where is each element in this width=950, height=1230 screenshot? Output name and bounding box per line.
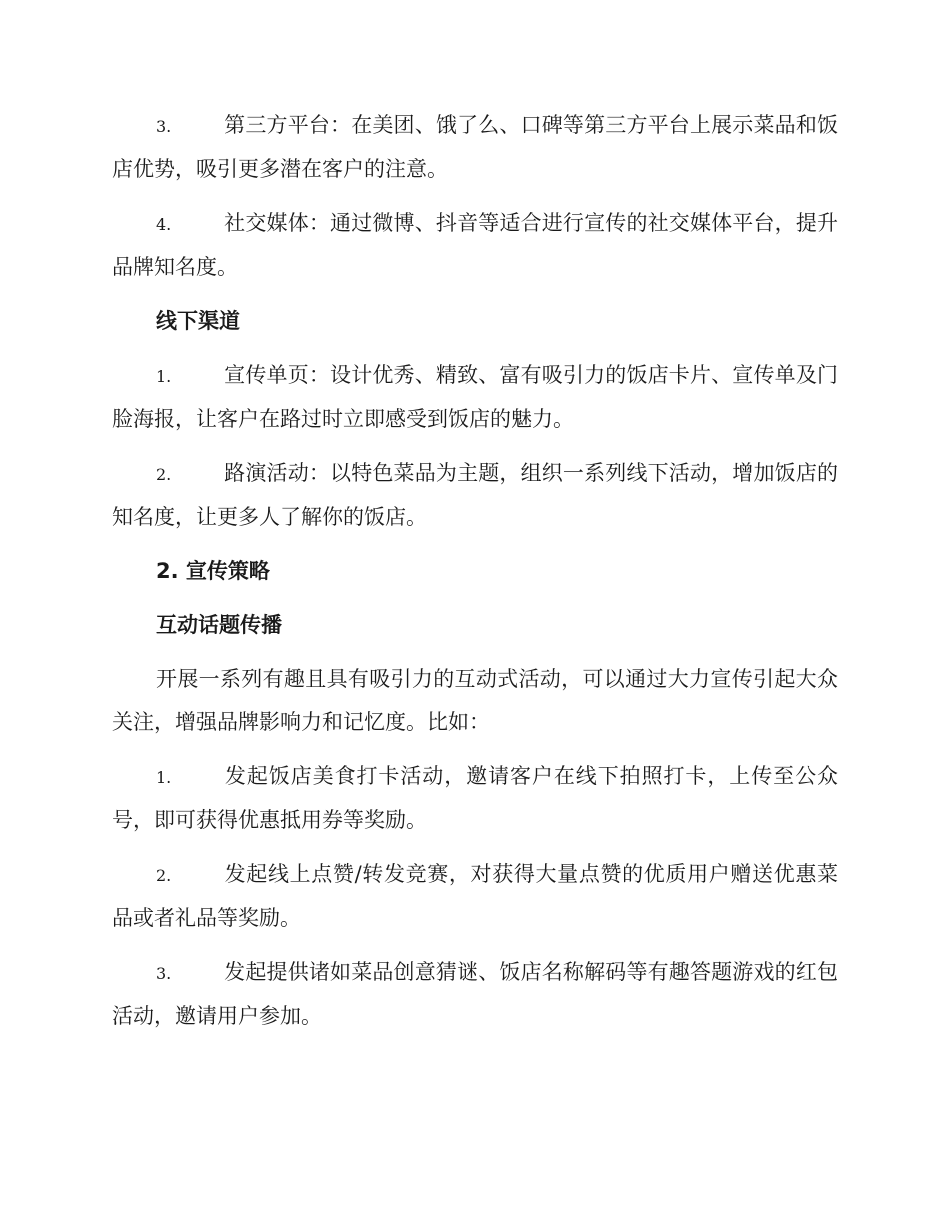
list-item [112, 104, 838, 191]
list-text: 路演活动：以特色菜品为主题，组织一系列线下活动，增加饭店的知名度，让更多人了解你的饭店。 [112, 461, 838, 529]
list-text: 发起线上点赞/转发竞赛，对获得大量点赞的优质用户赠送优惠菜品或者礼品等奖励。 [112, 862, 838, 930]
list-text: 社交媒体：通过微博、抖音等适合进行宣传的社交媒体平台，提升品牌知名度。 [112, 211, 838, 279]
list-item [112, 755, 838, 842]
section-heading: 2. 宣传策略 [156, 559, 270, 583]
list-item [112, 354, 838, 441]
list-item [112, 452, 838, 539]
list-number: 4. [156, 215, 172, 234]
list-number: 1. [156, 367, 172, 386]
list-text: 第三方平台：在美团、饿了么、口碑等第三方平台上展示菜品和饭店优势，吸引更多潜在客户的注意。 [112, 113, 838, 181]
list-number: 1. [156, 768, 172, 787]
section-heading: 互动话题传播 [156, 613, 282, 637]
body-paragraph: 开展一系列有趣且具有吸引力的互动式活动，可以通过大力宣传引起大众关注，增强品牌影响力和记忆度。比如： [112, 667, 838, 734]
list-number: 3. [156, 964, 172, 983]
list-number: 2. [156, 866, 172, 885]
list-text: 宣传单页：设计优秀、精致、富有吸引力的饭店卡片、宣传单及门脸海报，让客户在路过时立即感受到饭店的魅力。 [112, 363, 838, 431]
list-item [112, 951, 838, 1038]
section-heading: 线下渠道 [156, 309, 240, 333]
list-item [112, 853, 838, 940]
list-text: 发起提供诸如菜品创意猜谜、饭店名称解码等有趣答题游戏的红包活动，邀请用户参加。 [112, 960, 838, 1028]
list-text: 发起饭店美食打卡活动，邀请客户在线下拍照打卡，上传至公众号，即可获得优惠抵用券等奖励。 [112, 764, 838, 832]
list-number: 3. [156, 117, 172, 136]
list-item [112, 202, 838, 289]
list-number: 2. [156, 465, 172, 484]
